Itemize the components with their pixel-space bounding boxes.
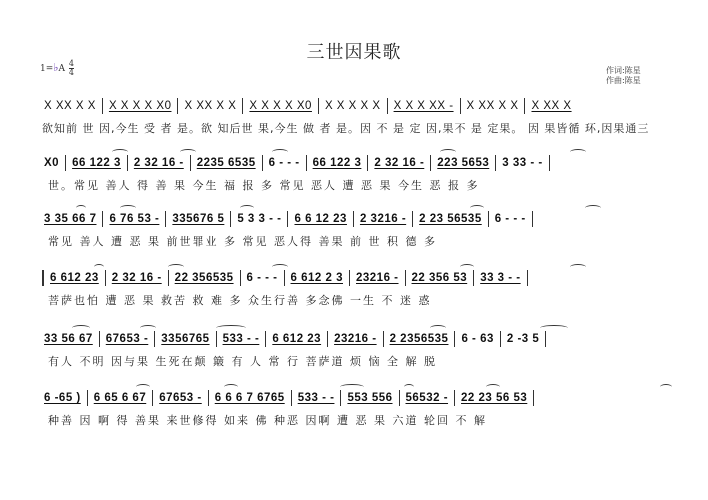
lyrics-line: 菩萨也怕 遭 恶 果 救苦 救 难 多 众生行善 多念佛 一生 不 迷 惑 (48, 294, 432, 307)
barline (230, 211, 231, 227)
barline (102, 98, 103, 114)
measure: 22 356535 (174, 272, 234, 285)
measure: 223 5653 (437, 157, 490, 170)
measure: 66 122 3 (312, 157, 362, 170)
time-signature (69, 60, 74, 77)
barline (532, 211, 533, 227)
key-label: 1= (40, 64, 54, 74)
barline (99, 331, 100, 347)
slur (585, 205, 601, 211)
barline (454, 390, 455, 406)
song-title: 三世因果歌 (306, 42, 402, 63)
barline (240, 270, 241, 286)
barline (208, 390, 209, 406)
barline (387, 98, 388, 114)
lyrics-line: 常见 善人 遭 恶 果 前世罪业 多 常见 恶人得 善果 前 世 积 德 多 (48, 235, 437, 248)
barline (287, 211, 288, 227)
measure: X XX X (531, 100, 572, 113)
measure: 3 33 - - (502, 157, 543, 170)
measure: 22 23 56 53 (461, 392, 528, 405)
barline (495, 155, 496, 171)
notation-line (40, 270, 530, 288)
barline (500, 331, 501, 347)
measure: 6 65 6 67 (93, 392, 147, 405)
barline (524, 98, 525, 114)
measure: 6 - - - (246, 272, 278, 285)
barline (87, 390, 88, 406)
measure: 6 612 23 (272, 333, 322, 346)
measure: 533 - - (297, 392, 335, 405)
measure: 6 6 6 7 6765 (214, 392, 285, 405)
barline (430, 155, 431, 171)
barline (262, 155, 263, 171)
measure: 6 612 2 3 (290, 272, 343, 285)
measure: X X X X X0 (249, 100, 312, 113)
slur (570, 264, 586, 270)
measure: 335676 5 (172, 213, 225, 226)
barline (105, 270, 106, 286)
measure: 2 2356535 (389, 333, 449, 346)
lyrics-line: 世。常见 善人 得 善 果 今生 福 报 多 常见 恶人 遭 恶 果 今生 恶 报 多 (48, 179, 480, 192)
flat-icon: ♭ (53, 61, 59, 74)
barline (154, 331, 155, 347)
measure: 5 3 3 - - (237, 213, 282, 226)
barline (190, 155, 191, 171)
barline (102, 211, 103, 227)
lyricist: 作词:陈星 (606, 66, 641, 75)
measure: 3 35 66 7 (44, 213, 97, 226)
measure: X X X XX - (393, 100, 454, 113)
barline (527, 270, 528, 286)
measure: X X X X X0 (108, 100, 172, 113)
notation-line (40, 211, 535, 229)
barline (127, 155, 128, 171)
slur (660, 384, 672, 390)
measure: 2235 6535 (196, 157, 256, 170)
measure: X XX X X (44, 100, 96, 113)
lyrics-line: 有人 不明 因与果 生死在颠 簸 有 人 常 行 菩萨道 烦 恼 全 解 脱 (48, 355, 437, 368)
measure: 2 32 16 - (111, 272, 162, 285)
notation-line (40, 331, 548, 349)
measure: 3356765 (161, 333, 210, 346)
time-numerator: 4 (68, 59, 74, 68)
barline (65, 155, 66, 171)
measure: X XX X X (466, 100, 519, 113)
slur (570, 149, 586, 155)
measure: 2 32 16 - (133, 157, 184, 170)
barline (549, 155, 550, 171)
barline (533, 390, 534, 406)
barline (242, 98, 243, 114)
measure: X0 (44, 157, 60, 170)
barline (168, 270, 169, 286)
measure: 2 -3 5 (506, 333, 540, 346)
barline (454, 331, 455, 347)
measure: 33 3 - - (480, 272, 521, 285)
measure: 2 32 16 - (374, 157, 425, 170)
barline (405, 270, 406, 286)
composer: 作曲:陈星 (606, 76, 641, 85)
measure: 2 3216 - (359, 213, 407, 226)
notation-line (40, 155, 552, 173)
measure: 6 76 53 - (109, 213, 160, 226)
barline (165, 211, 166, 227)
measure: 6 - - - (268, 157, 300, 170)
barline (353, 211, 354, 227)
measure: 6 - - - (494, 213, 526, 226)
barline (216, 331, 217, 347)
barline (306, 155, 307, 171)
barline (284, 270, 285, 286)
barline (488, 211, 489, 227)
notation-line (40, 98, 576, 116)
barline (412, 211, 413, 227)
measure: 2 23 56535 (419, 213, 482, 226)
measure: 67653 - (105, 333, 149, 346)
measure: X X X X X (324, 100, 381, 113)
measure: 56532 - (405, 392, 449, 405)
barline (460, 98, 461, 114)
barline (327, 331, 328, 347)
measure: 6 6 12 23 (294, 213, 347, 226)
barline (545, 331, 546, 347)
measure: 533 - - (222, 333, 260, 346)
barline (340, 390, 341, 406)
notation-line (40, 390, 536, 408)
barline (177, 98, 178, 114)
repeat-start-barline (42, 270, 44, 286)
measure: 6 612 23 (50, 272, 99, 285)
barline (349, 270, 350, 286)
barline (399, 390, 400, 406)
barline (291, 390, 292, 406)
barline (383, 331, 384, 347)
barline (318, 98, 319, 114)
measure: X XX X X (184, 100, 237, 113)
measure: 6 -65 ) (44, 392, 81, 405)
barline (152, 390, 153, 406)
credits (606, 66, 641, 86)
time-denominator: 4 (68, 68, 74, 77)
lyrics-line: 种善 因 啊 得 善果 来世修得 如来 佛 种恶 因啊 遭 恶 果 六道 轮回 不 解 (48, 414, 487, 427)
key-signature (40, 60, 74, 77)
measure: 66 122 3 (72, 157, 121, 170)
measure: 67653 - (159, 392, 202, 405)
barline (473, 270, 474, 286)
measure: 33 56 67 (44, 333, 93, 346)
measure: 22 356 53 (411, 272, 468, 285)
barline (367, 155, 368, 171)
key-note: A (58, 64, 65, 74)
measure: 553 556 (347, 392, 393, 405)
measure: 23216 - (356, 272, 399, 285)
barline (265, 331, 266, 347)
lyrics-line: 欲知前 世 因,今生 受 者 是。欲 知后世 果,今生 做 者 是。因 不 是 定 因,果不 是 定果。 因 果皆循 环,因果通三 (42, 122, 650, 135)
measure: 6 - 63 (461, 333, 494, 346)
measure: 23216 - (334, 333, 377, 346)
